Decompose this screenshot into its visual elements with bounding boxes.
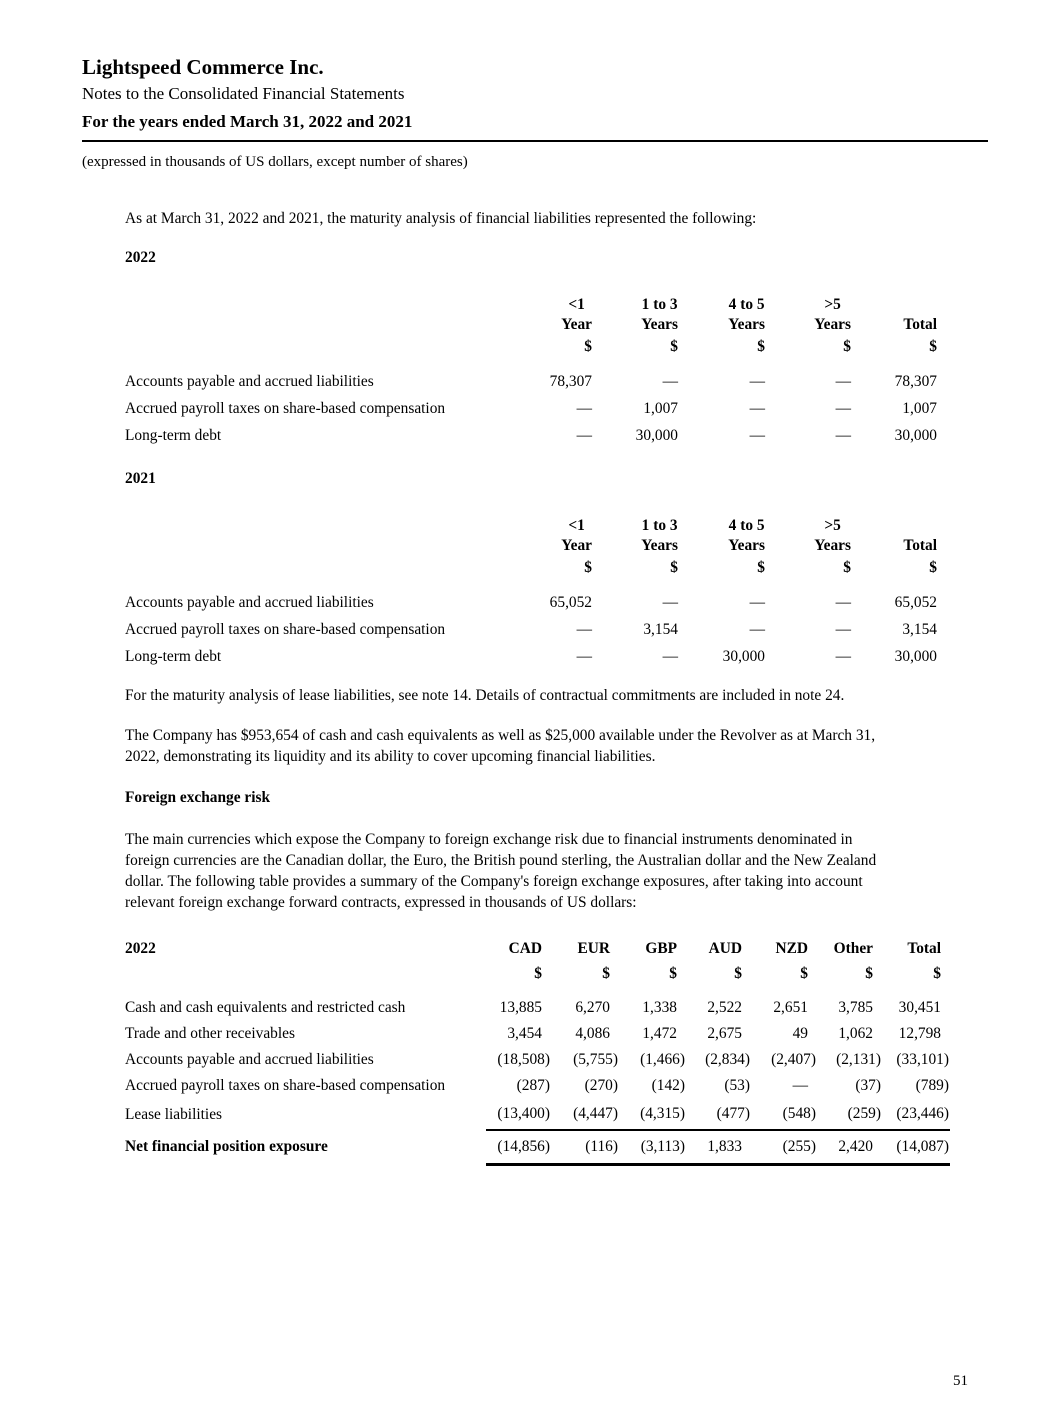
cell-value: —: [749, 400, 765, 417]
cell-value: (259): [817, 1099, 882, 1130]
cell-value: (14,087): [882, 1130, 950, 1165]
cell-value: 2,522: [707, 999, 742, 1016]
fx-paragraph-line: The main currencies which expose the Company to foreign exchange risk due to financial instruments denominated in: [125, 831, 853, 848]
col-header: NZD: [775, 940, 808, 957]
cell-value: 12,798: [898, 1025, 941, 1042]
cell-value: 1,062: [838, 1025, 873, 1042]
cell-value: 30,000: [894, 427, 937, 444]
dollar-sign: $: [670, 338, 678, 355]
maturity-header-row: [125, 516, 941, 556]
dollar-sign: $: [757, 338, 765, 355]
dollar-sign: $: [534, 965, 542, 982]
col-header: AUD: [708, 940, 742, 957]
cell-value: (4,447): [551, 1099, 619, 1130]
col-header: Total: [903, 537, 937, 554]
cell-value: —: [749, 594, 765, 611]
fx-header-row: [125, 939, 950, 959]
cell-value: (23,446): [882, 1099, 950, 1130]
dollar-sign: $: [929, 338, 937, 355]
cell-value: —: [576, 427, 592, 444]
currency-row: [125, 556, 941, 590]
liquidity-note-line: The Company has $953,654 of cash and cash equivalents as well as $25,000 available under the Revolver as at March 31,: [125, 727, 876, 744]
cell-value: (14,856): [486, 1130, 551, 1165]
page-header: [82, 55, 988, 142]
row-label: Trade and other receivables: [125, 1025, 295, 1042]
fx-risk-heading: Foreign exchange risk: [125, 789, 271, 806]
table-row: [125, 644, 941, 671]
table-row: [125, 617, 941, 644]
cell-value: (548): [751, 1099, 817, 1130]
cell-value: —: [835, 400, 851, 417]
cell-value: 1,338: [642, 999, 677, 1016]
cell-value: —: [576, 621, 592, 638]
col-header: <1 Year: [561, 517, 592, 554]
row-label: Accrued payroll taxes on share-based compensation: [125, 1077, 446, 1094]
fx-risk-paragraph: [125, 829, 970, 913]
cell-value: —: [835, 373, 851, 390]
cell-value: (116): [551, 1130, 619, 1165]
cell-value: —: [792, 1077, 808, 1094]
cell-value: 30,000: [635, 427, 678, 444]
table-row: [125, 423, 941, 450]
cell-value: 65,052: [549, 594, 592, 611]
cell-value: —: [576, 648, 592, 665]
col-header: 1 to 3 Years: [641, 296, 678, 333]
cell-value: 3,785: [838, 999, 873, 1016]
row-label: Long-term debt: [125, 648, 222, 665]
cell-value: —: [835, 594, 851, 611]
col-header: 4 to 5 Years: [728, 517, 765, 554]
row-label: Accrued payroll taxes on share-based compensation: [125, 621, 446, 638]
table-row: [125, 1021, 950, 1047]
table-row: [125, 995, 950, 1021]
cell-value: (2,407): [771, 1051, 816, 1068]
col-header: 4 to 5 Years: [728, 296, 765, 333]
cell-value: 30,000: [722, 648, 765, 665]
cell-value: (3,113): [619, 1130, 686, 1165]
fx-exposure-table: [125, 939, 950, 1166]
lease-note-paragraph: For the maturity analysis of lease liabilities, see note 14. Details of contractual commitments are included in note 24.: [125, 687, 845, 704]
col-header: EUR: [577, 940, 610, 957]
col-header: Total: [903, 316, 937, 333]
cell-value: 1,007: [643, 400, 678, 417]
section-year-label-2022: 2022: [125, 249, 156, 266]
cell-value: (477): [686, 1099, 751, 1130]
cell-value: —: [835, 427, 851, 444]
dollar-sign: $: [602, 965, 610, 982]
cell-value: (18,508): [497, 1051, 550, 1068]
cell-value: 2,420: [817, 1130, 882, 1165]
dollar-sign: $: [757, 559, 765, 576]
table-row: [125, 1047, 950, 1073]
fx-year-label: 2022: [125, 940, 156, 957]
dollar-sign: $: [734, 965, 742, 982]
row-label: Net financial position exposure: [125, 1138, 328, 1156]
cell-value: —: [835, 648, 851, 665]
table-row: [125, 1073, 950, 1099]
section-year-label-2021: 2021: [125, 470, 156, 487]
intro-paragraph: As at March 31, 2022 and 2021, the maturity analysis of financial liabilities represented the following:: [125, 210, 757, 227]
company-name: Lightspeed Commerce Inc.: [82, 55, 324, 79]
document-body: [125, 208, 970, 1166]
cell-value: —: [662, 594, 678, 611]
cell-value: 13,885: [499, 999, 542, 1016]
col-header: 1 to 3 Years: [641, 517, 678, 554]
cell-value: 2,675: [707, 1025, 742, 1042]
cell-value: 3,154: [643, 621, 678, 638]
dollar-sign: $: [669, 965, 677, 982]
cell-value: (2,834): [705, 1051, 750, 1068]
row-label: Accounts payable and accrued liabilities: [125, 373, 374, 390]
cell-value: 30,000: [894, 648, 937, 665]
col-header: Total: [907, 940, 941, 957]
dollar-sign: $: [843, 338, 851, 355]
row-label: Cash and cash equivalents and restricted cash: [125, 999, 406, 1016]
table-row: [125, 1099, 950, 1130]
cell-value: 49: [792, 1025, 808, 1042]
cell-value: —: [662, 648, 678, 665]
cell-value: —: [662, 373, 678, 390]
maturity-table-2021: [125, 516, 941, 671]
cell-value: 1,472: [642, 1025, 677, 1042]
cell-value: 1,007: [902, 400, 937, 417]
currency-row: [125, 335, 941, 369]
dollar-sign: $: [584, 338, 592, 355]
cell-value: 78,307: [894, 373, 937, 390]
table-row: [125, 369, 941, 396]
col-header: Other: [833, 940, 873, 957]
col-header: >5 Years: [814, 296, 851, 333]
currency-row: [125, 959, 950, 995]
row-label: Accounts payable and accrued liabilities: [125, 1051, 374, 1068]
dollar-sign: $: [584, 559, 592, 576]
cell-value: 3,454: [507, 1025, 542, 1042]
maturity-table-2022: [125, 295, 941, 450]
col-header: >5 Years: [814, 517, 851, 554]
fx-paragraph-line: dollar. The following table provides a summary of the Company's foreign exchange exposures, after taking into account: [125, 873, 863, 890]
dollar-sign: $: [933, 965, 941, 982]
col-header: CAD: [508, 940, 542, 957]
cell-value: (1,466): [640, 1051, 685, 1068]
dollar-sign: $: [929, 559, 937, 576]
cell-value: (142): [651, 1077, 685, 1094]
cell-value: 65,052: [894, 594, 937, 611]
document-subtitle: Notes to the Consolidated Financial Statements: [82, 84, 405, 103]
cell-value: 6,270: [575, 999, 610, 1016]
cell-value: (4,315): [619, 1099, 686, 1130]
units-note: (expressed in thousands of US dollars, except number of shares): [82, 154, 468, 170]
cell-value: 1,833: [686, 1130, 751, 1165]
cell-value: (53): [724, 1077, 750, 1094]
cell-value: 2,651: [773, 999, 808, 1016]
row-label: Accrued payroll taxes on share-based compensation: [125, 400, 446, 417]
col-header: <1 Year: [561, 296, 592, 333]
cell-value: —: [749, 427, 765, 444]
cell-value: 78,307: [549, 373, 592, 390]
net-exposure-row: [125, 1130, 950, 1165]
liquidity-note-paragraph: [125, 725, 970, 767]
row-label: Long-term debt: [125, 427, 222, 444]
row-label: Lease liabilities: [125, 1105, 223, 1123]
col-header: GBP: [645, 940, 677, 957]
cell-value: 4,086: [575, 1025, 610, 1042]
cell-value: —: [576, 400, 592, 417]
cell-value: (255): [751, 1130, 817, 1165]
cell-value: (2,131): [836, 1051, 881, 1068]
cell-value: (287): [516, 1077, 550, 1094]
cell-value: —: [835, 621, 851, 638]
dollar-sign: $: [865, 965, 873, 982]
period-title: For the years ended March 31, 2022 and 2021: [82, 112, 413, 131]
dollar-sign: $: [843, 559, 851, 576]
cell-value: 3,154: [902, 621, 937, 638]
cell-value: —: [749, 621, 765, 638]
page-number: 51: [953, 1373, 968, 1389]
cell-value: (37): [855, 1077, 881, 1094]
maturity-header-row: [125, 295, 941, 335]
cell-value: (5,755): [573, 1051, 618, 1068]
cell-value: —: [749, 373, 765, 390]
fx-paragraph-line: relevant foreign exchange forward contracts, expressed in thousands of US dollars:: [125, 894, 637, 911]
cell-value: (270): [584, 1077, 618, 1094]
fx-paragraph-line: foreign currencies are the Canadian dollar, the Euro, the British pound sterling, the Australian dollar and the New Zealand: [125, 852, 877, 869]
table-row: [125, 590, 941, 617]
cell-value: 30,451: [898, 999, 941, 1016]
cell-value: (33,101): [896, 1051, 949, 1068]
liquidity-note-line: 2022, demonstrating its liquidity and its ability to cover upcoming financial liabilities.: [125, 748, 656, 765]
table-row: [125, 396, 941, 423]
dollar-sign: $: [670, 559, 678, 576]
cell-value: (789): [915, 1077, 949, 1094]
cell-value: (13,400): [486, 1099, 551, 1130]
dollar-sign: $: [800, 965, 808, 982]
row-label: Accounts payable and accrued liabilities: [125, 594, 374, 611]
